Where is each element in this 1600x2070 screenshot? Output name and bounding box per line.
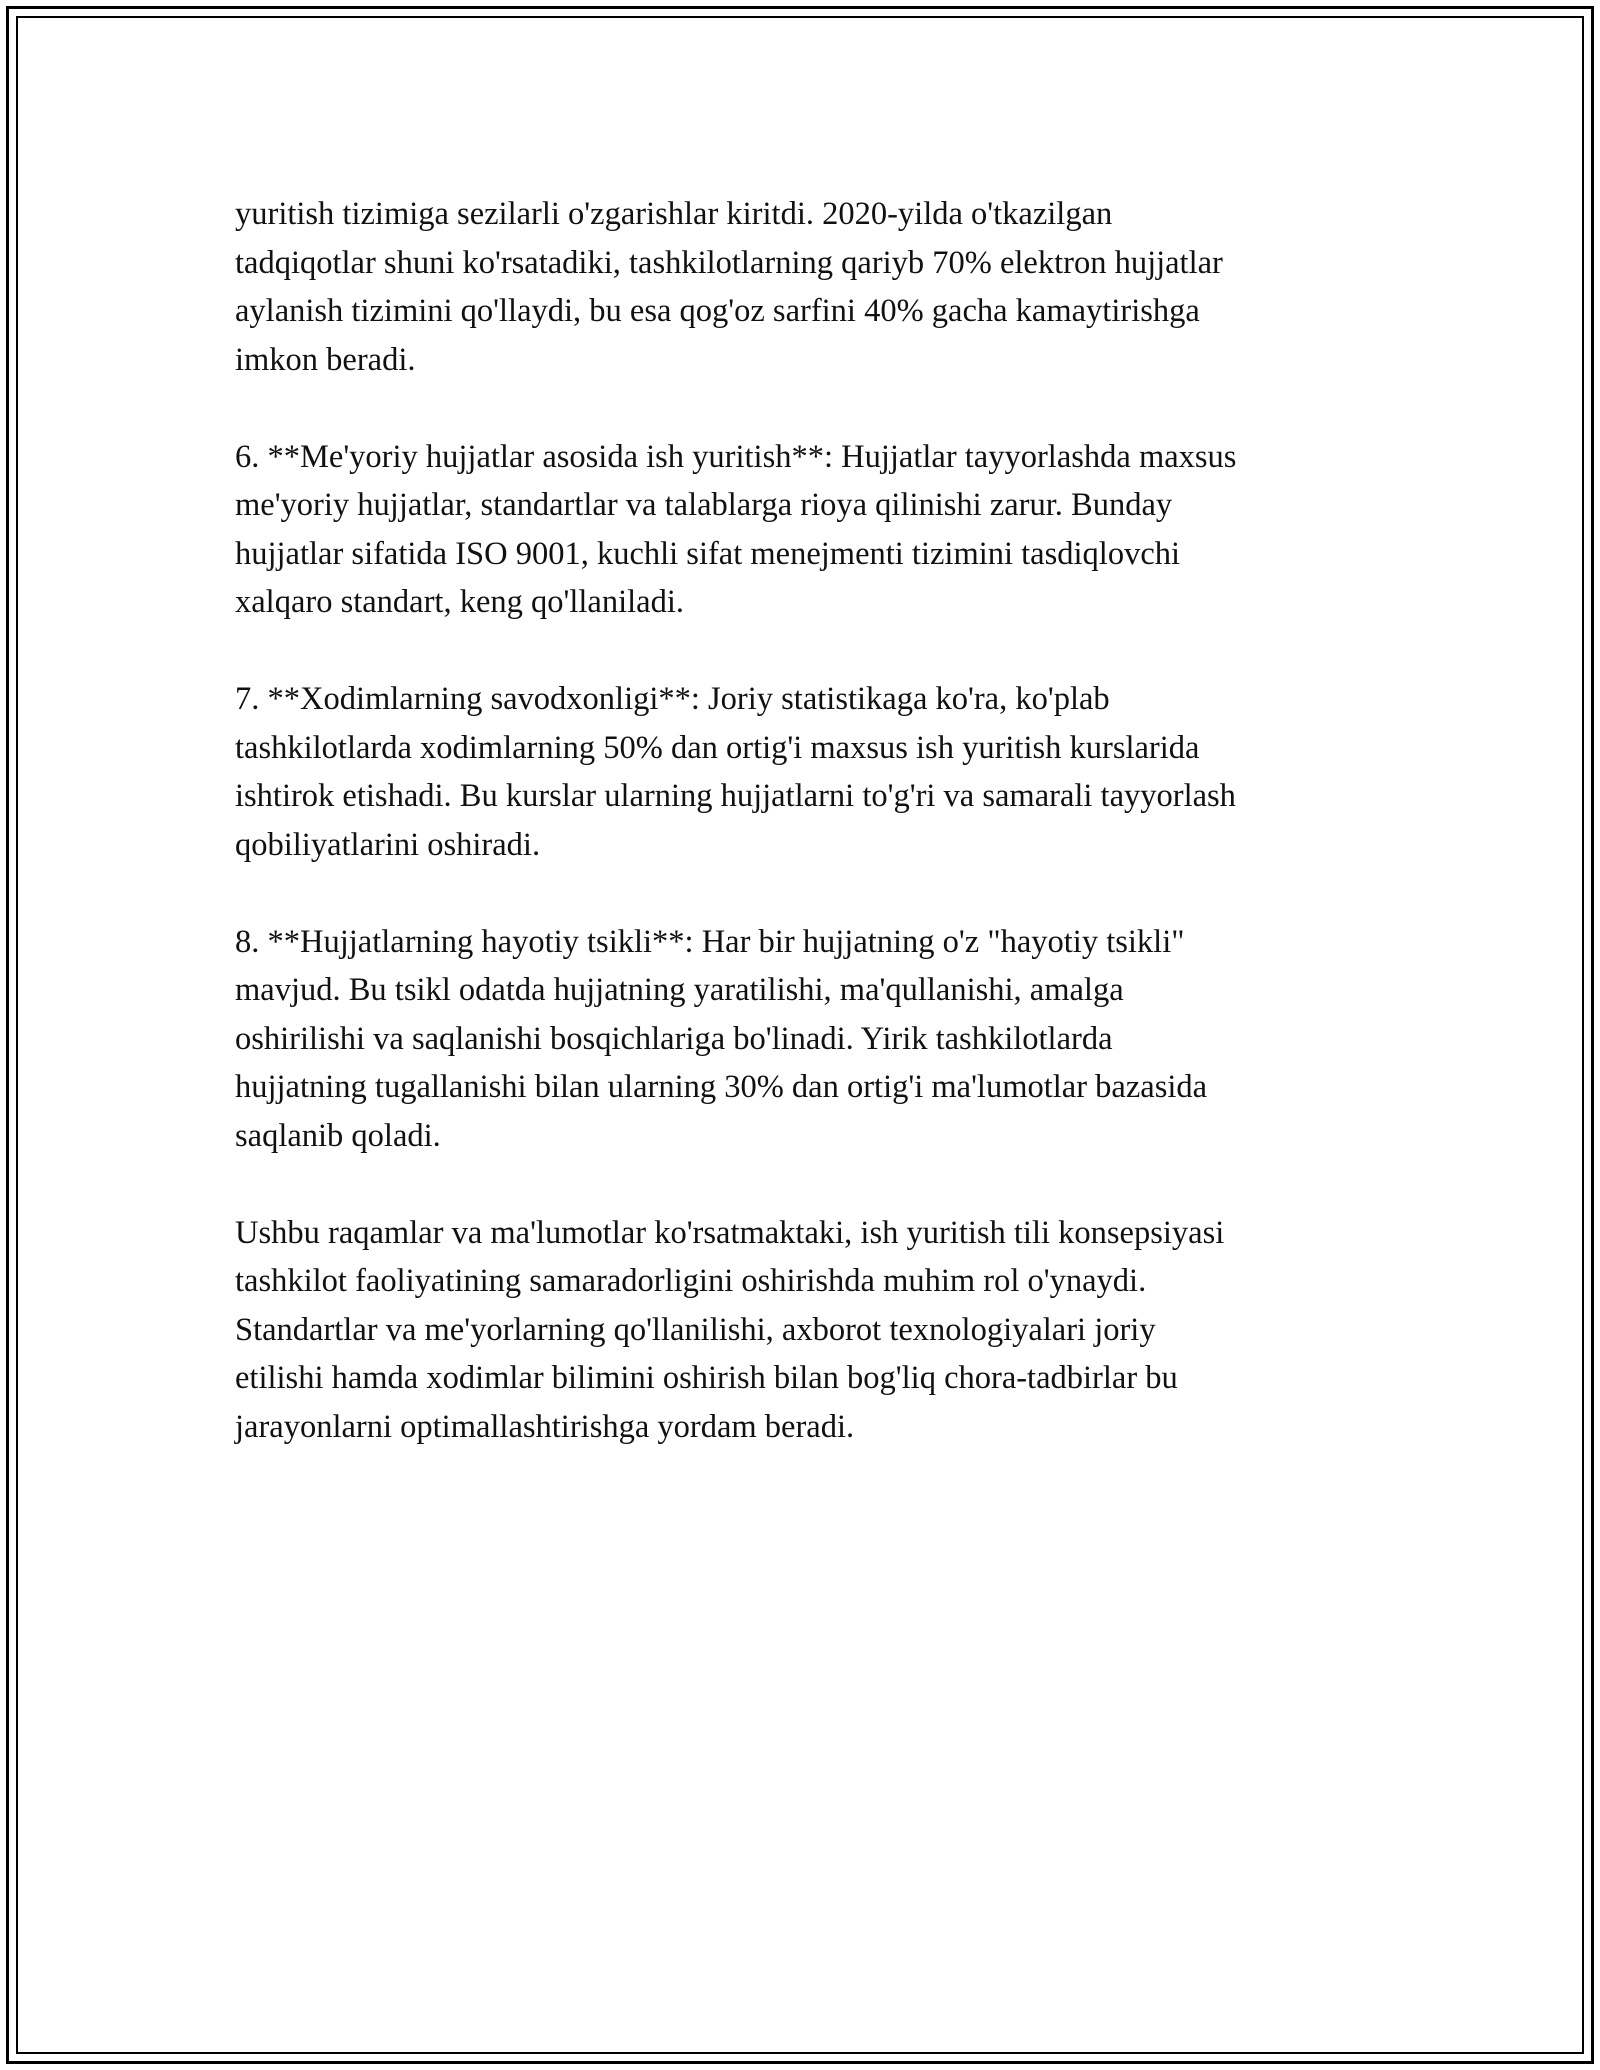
paragraph-item-8: 8. **Hujjatlarning hayotiy tsikli**: Har bir hujjatning o'z "hayotiy tsikli" mavjud. Bu tsikl odatda hujjatning yaratilishi, ma'qullanishi, amalga oshirilishi va saqlanishi bosqichlariga bo'linadi. Yirik tashkilotlarda hujjatning tugallanishi bilan ularning 30% dan ortig'i ma'lumotlar bazasida saqlanib qoladi. [235, 923, 1208, 1154]
paragraph-conclusion: Ushbu raqamlar va ma'lumotlar ko'rsatmaktaki, ish yuritish tili konsepsiyasi tashkilot faoliyatining samaradorligini oshirishda muhim rol o'ynaydi. Standartlar va me'yorlarning qo'llanilishi, axborot texnologiyalari joriy etilishi hamda xodimlar bilimini oshirish bilan bog'liq chora-tadbirlar bu jarayonlarni optimallashtirishga yordam beradi. [235, 1214, 1225, 1445]
document-body [235, 190, 1395, 1500]
paragraph-continuation: yuritish tizimiga sezilarli o'zgarishlar kiritdi. 2020-yilda o'tkazilgan tadqiqotlar shuni ko'rsatadiki, tashkilotlarning qariyb 70% elektron hujjatlar aylanish tizimini qo'llaydi, bu esa qog'oz sarfini 40% gacha kamaytirishga imkon beradi. [235, 196, 1223, 378]
paragraph-item-7: 7. **Xodimlarning savodxonligi**: Joriy statistikaga ko'ra, ko'plab tashkilotlarda xodimlarning 50% dan ortig'i maxsus ish yuritish kurslarida ishtirok etishadi. Bu kurslar ularning hujjatlarni to'g'ri va samarali tayyorlash qobiliyatlarini oshiradi. [235, 681, 1236, 863]
paragraph-item-6: 6. **Me'yoriy hujjatlar asosida ish yuritish**: Hujjatlar tayyorlashda maxsus me'yoriy hujjatlar, standartlar va talablarga rioya qilinishi zarur. Bunday hujjatlar sifatida ISO 9001, kuchli sifat menejmenti tizimini tasdiqlovchi xalqaro standart, keng qo'llaniladi. [235, 438, 1237, 620]
